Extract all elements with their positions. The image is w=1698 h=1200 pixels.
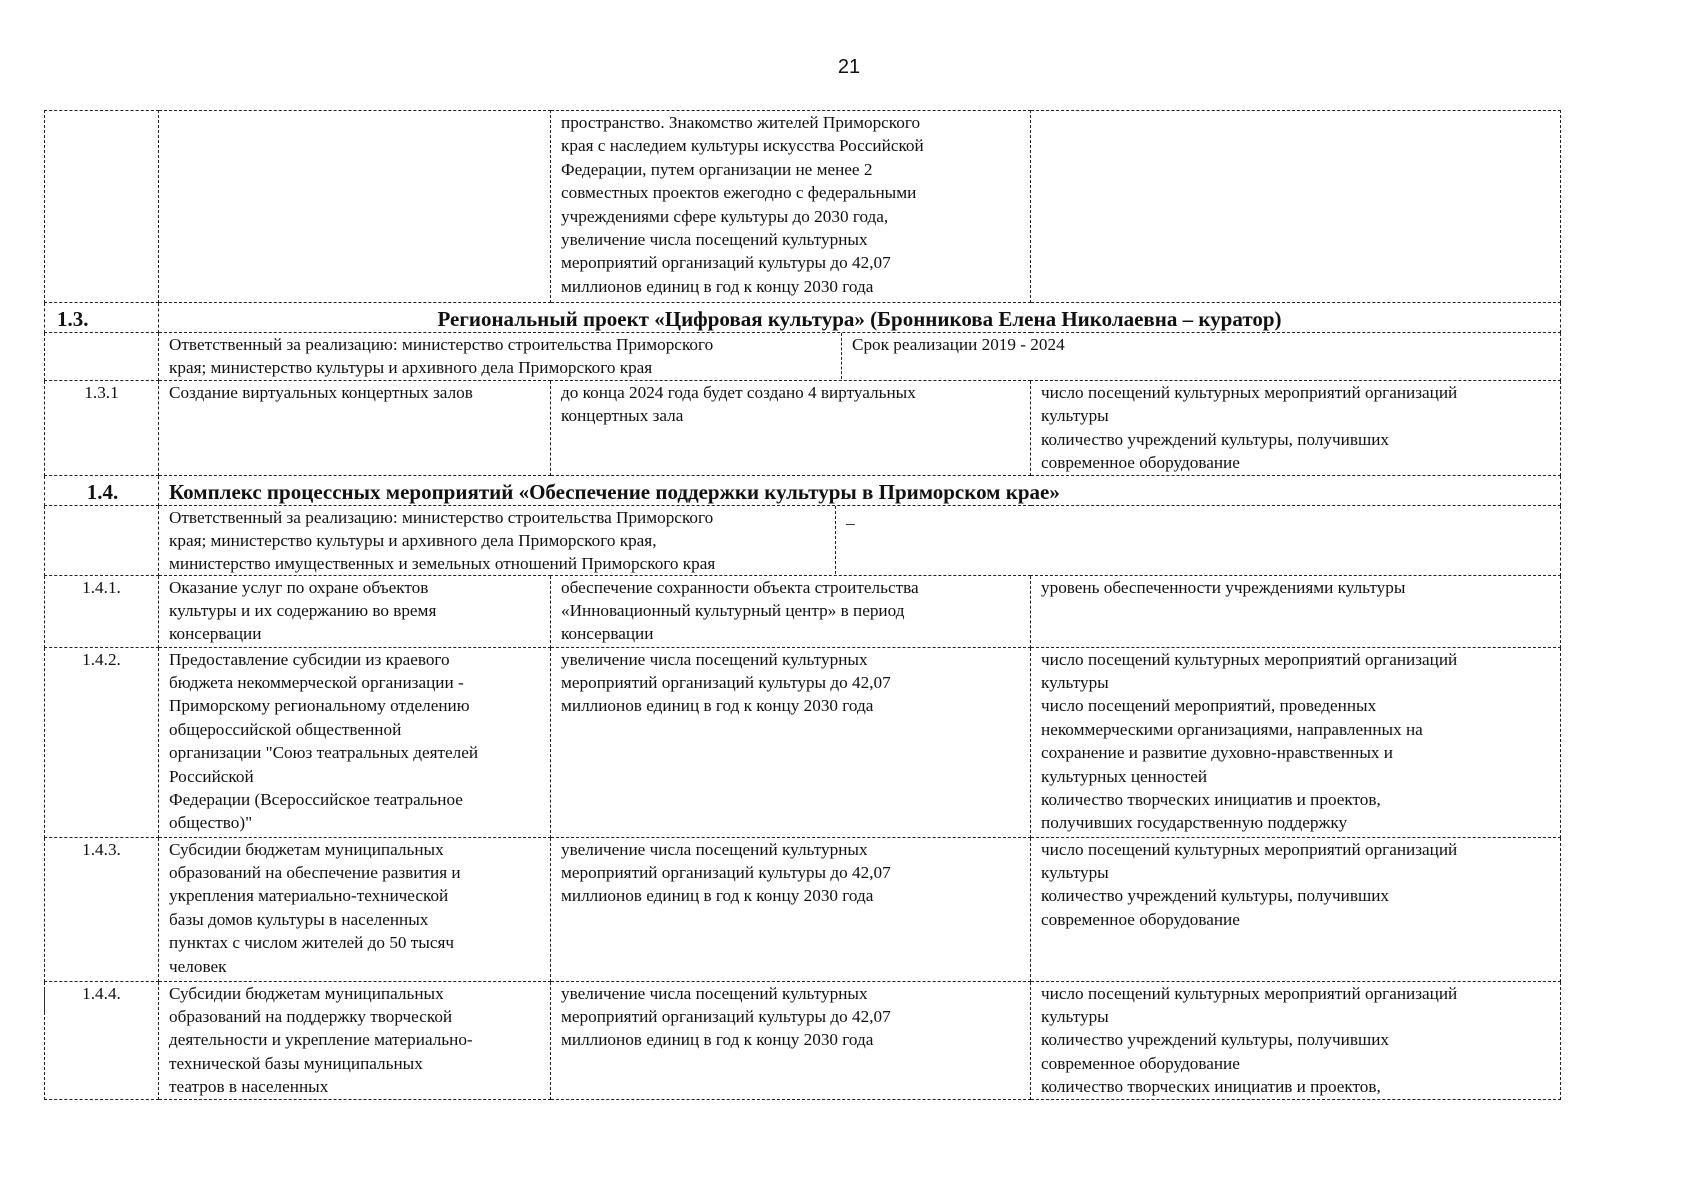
row-number: 1.4.3. bbox=[45, 837, 159, 981]
cell-task bbox=[159, 837, 551, 981]
cell-task bbox=[159, 981, 551, 1099]
text-line: миллионов единиц в год к концу 2030 года bbox=[561, 1030, 874, 1050]
cell-result bbox=[551, 647, 1031, 837]
text-line: Оказание услуг по охране объектов bbox=[169, 577, 429, 597]
text-line: культурных ценностей bbox=[1041, 766, 1208, 786]
page-number: 21 bbox=[837, 56, 861, 78]
text-line: мероприятий организаций культуры до 42,07 bbox=[561, 1007, 891, 1027]
cell-indicator bbox=[1031, 647, 1561, 837]
text-line: миллионов единиц в год к концу 2030 года bbox=[561, 886, 874, 906]
text-line: Федерации (Всероссийское театральное bbox=[169, 790, 463, 810]
text-line: учреждениями сфере культуры до 2030 года, bbox=[561, 206, 889, 226]
text-line: Предоставление субсидии из краевого bbox=[169, 649, 450, 669]
text-line: концертных зала bbox=[561, 406, 684, 426]
text-line: министерство имущественных и земельных отношений Приморского края bbox=[169, 554, 716, 574]
text-line: базы домов культуры в населенных bbox=[169, 909, 429, 929]
cell-num bbox=[45, 111, 159, 303]
text-line: человек bbox=[169, 956, 227, 976]
text-line: технической базы муниципальных bbox=[169, 1053, 423, 1073]
table-row-1-4-4 bbox=[45, 981, 1561, 1099]
cell-result bbox=[551, 111, 1031, 303]
text-line: число посещений культурных мероприятий организаций bbox=[1041, 839, 1458, 859]
row-number: 1.4.2. bbox=[45, 647, 159, 837]
cell-indicator bbox=[1031, 981, 1561, 1099]
table-row-continuation bbox=[45, 111, 1561, 303]
text-line: консервации bbox=[169, 624, 262, 644]
text-line: Создание виртуальных концертных залов bbox=[169, 383, 473, 402]
text-line: мероприятий организаций культуры до 42,07 bbox=[561, 673, 891, 693]
cell-indicator bbox=[1031, 111, 1561, 303]
text-line: Ответственный за реализацию: министерство строительства Приморского bbox=[169, 335, 714, 354]
cell-result bbox=[551, 837, 1031, 981]
cell-task bbox=[159, 647, 551, 837]
text-line: образований на обеспечение развития и bbox=[169, 863, 461, 883]
text-line: культуры bbox=[1041, 673, 1109, 693]
section-number: 1.3. bbox=[45, 303, 159, 333]
row-number: 1.3.1 bbox=[45, 381, 159, 476]
text-line: культуры и их содержанию во время bbox=[169, 601, 437, 621]
text-line: число посещений мероприятий, проведенных bbox=[1041, 696, 1377, 716]
text-line: Субсидии бюджетам муниципальных bbox=[169, 983, 444, 1003]
text-line: организации "Союз театральных деятелей bbox=[169, 743, 479, 763]
text-line: современное оборудование bbox=[1041, 1053, 1240, 1073]
text-line: общество)" bbox=[169, 813, 253, 833]
cell-task bbox=[159, 111, 551, 303]
text-line: уровень обеспеченности учреждениями культуры bbox=[1041, 577, 1406, 597]
table-row-1-4-1 bbox=[45, 575, 1561, 647]
cell-indicator bbox=[1031, 837, 1561, 981]
text-line: бюджета некоммерческой организации - bbox=[169, 673, 464, 693]
cell-result bbox=[551, 575, 1031, 647]
text-line: театров в населенных bbox=[169, 1077, 329, 1097]
cell-num bbox=[45, 333, 159, 381]
text-line: культуры bbox=[1041, 863, 1109, 883]
text-line: миллионов единиц в год к концу 2030 года bbox=[561, 696, 874, 716]
cell-indicator bbox=[1031, 381, 1561, 476]
responsible-text bbox=[159, 333, 841, 379]
section-title: Региональный проект «Цифровая культура» (Бронникова Елена Николаевна – куратор) bbox=[159, 303, 1561, 333]
row-number: 1.4.4. bbox=[45, 981, 159, 1099]
text-line: Российской bbox=[169, 766, 254, 786]
text-line: культуры bbox=[1041, 1007, 1109, 1027]
text-line: современное оборудование bbox=[1041, 909, 1240, 929]
implementation-term: _ bbox=[835, 506, 1560, 574]
text-line: образований на поддержку творческой bbox=[169, 1007, 453, 1027]
text-line: мероприятий организаций культуры до 42,07 bbox=[561, 253, 891, 273]
cell-indicator bbox=[1031, 575, 1561, 647]
row-number: 1.4.1. bbox=[45, 575, 159, 647]
text-line: края; министерство культуры и архивного дела Приморского края bbox=[169, 358, 653, 378]
cell-result bbox=[551, 381, 1031, 476]
text-line: число посещений культурных мероприятий организаций bbox=[1041, 649, 1458, 669]
text-line: количество творческих инициатив и проектов, bbox=[1041, 790, 1381, 810]
text-line: культуры bbox=[1041, 406, 1109, 426]
text-line: современное оборудование bbox=[1041, 453, 1240, 473]
text-line: Субсидии бюджетам муниципальных bbox=[169, 839, 444, 859]
section-row-1-3 bbox=[45, 303, 1561, 333]
text-line: сохранение и развитие духовно-нравственных и bbox=[1041, 743, 1393, 763]
text-line: консервации bbox=[561, 624, 654, 644]
table-row-1-4-3 bbox=[45, 837, 1561, 981]
text-line: пунктах с числом жителей до 50 тысяч bbox=[169, 933, 455, 953]
text-line: увеличение числа посещений культурных bbox=[561, 649, 868, 669]
text-line: некоммерческими организациями, направленных на bbox=[1041, 719, 1423, 739]
text-line: количество учреждений культуры, получивших bbox=[1041, 1030, 1389, 1050]
section-row-1-4 bbox=[45, 475, 1561, 505]
text-line: обеспечение сохранности объекта строительства bbox=[561, 577, 919, 597]
measures-table bbox=[44, 110, 1561, 1100]
text-line: общероссийской общественной bbox=[169, 719, 402, 739]
text-line: «Инновационный культурный центр» в период bbox=[561, 601, 905, 621]
section-title: Комплекс процессных мероприятий «Обеспечение поддержки культуры в Приморском крае» bbox=[159, 475, 1561, 505]
text-line: число посещений культурных мероприятий организаций bbox=[1041, 383, 1458, 402]
text-line: деятельности и укрепление материально- bbox=[169, 1030, 473, 1050]
text-line: Федерации, путем организации не менее 2 bbox=[561, 159, 873, 179]
table-row-1-3-1 bbox=[45, 381, 1561, 476]
text-line: увеличение числа посещений культурных bbox=[561, 230, 868, 250]
responsible-text bbox=[159, 506, 835, 574]
text-line: совместных проектов ежегодно с федеральными bbox=[561, 183, 917, 203]
text-line: количество учреждений культуры, получивших bbox=[1041, 886, 1389, 906]
section-number: 1.4. bbox=[45, 475, 159, 505]
cell-num bbox=[45, 505, 159, 575]
cell-task bbox=[159, 575, 551, 647]
text-line: количество творческих инициатив и проектов, bbox=[1041, 1077, 1381, 1097]
text-line: увеличение числа посещений культурных bbox=[561, 983, 868, 1003]
table-row-1-4-2 bbox=[45, 647, 1561, 837]
text-line: пространство. Знакомство жителей Приморского bbox=[561, 113, 921, 132]
text-line: Ответственный за реализацию: министерство строительства Приморского bbox=[169, 507, 714, 527]
text-line: края; министерство культуры и архивного дела Приморского края, bbox=[169, 531, 657, 551]
text-line: мероприятий организаций культуры до 42,07 bbox=[561, 863, 891, 883]
text-line: укрепления материально-технической bbox=[169, 886, 449, 906]
text-line: до конца 2024 года будет создано 4 виртуальных bbox=[561, 383, 916, 402]
responsible-row-1-3 bbox=[45, 333, 1561, 381]
text-line: увеличение числа посещений культурных bbox=[561, 839, 868, 859]
cell-task bbox=[159, 381, 551, 476]
implementation-term: Срок реализации 2019 - 2024 bbox=[841, 333, 1560, 379]
text-line: миллионов единиц в год к концу 2030 года bbox=[561, 276, 874, 296]
cell-result bbox=[551, 981, 1031, 1099]
responsible-row-1-4 bbox=[45, 505, 1561, 575]
margin-mark bbox=[44, 987, 46, 1015]
text-line: получивших государственную поддержку bbox=[1041, 813, 1348, 833]
text-line: Приморскому региональному отделению bbox=[169, 696, 470, 716]
text-line: края с наследием культуры искусства Российской bbox=[561, 136, 924, 156]
text-line: число посещений культурных мероприятий организаций bbox=[1041, 983, 1458, 1003]
text-line: количество учреждений культуры, получивших bbox=[1041, 429, 1389, 449]
